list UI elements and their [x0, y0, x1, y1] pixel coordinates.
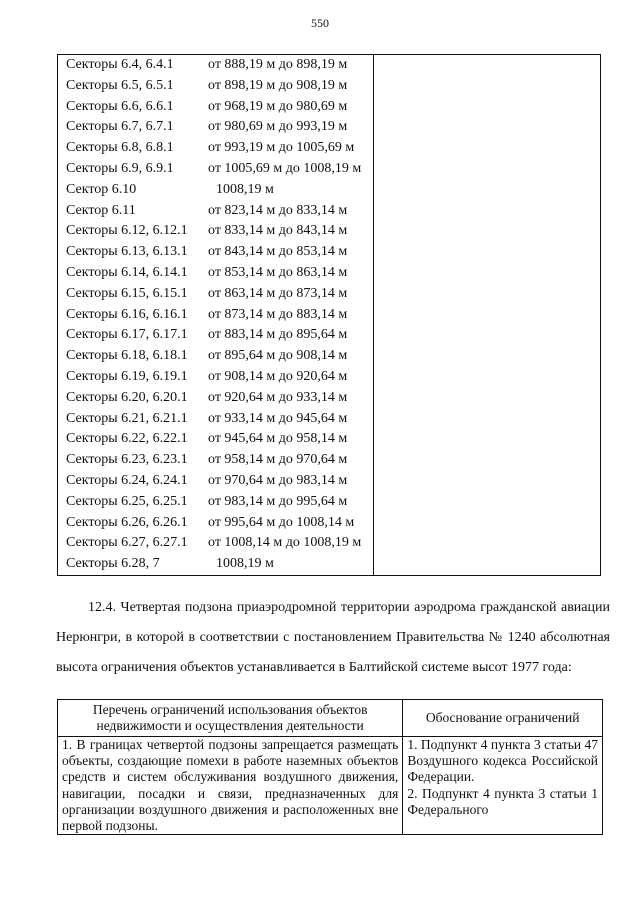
sector-row [58, 346, 601, 367]
sector-name: Секторы 6.24, 6.24.1 [66, 472, 188, 488]
sector-cell [58, 97, 374, 118]
sector-height-range: от 843,14 м до 853,14 м [208, 244, 348, 260]
restriction-text: 1. В границах четвертой подзоны запрещается размещать объекты, создающие помехи в работе наземных объектов средств и систем обслуживания воздушного движения, навигации, посадки и связи, предназначенных для организации воздушного движения и расположенных вне первой подзоны. [58, 737, 403, 835]
sector-height-range: от 933,14 м до 945,64 м [208, 410, 348, 426]
sector-name: Секторы 6.21, 6.21.1 [66, 410, 188, 426]
restrictions-table [57, 699, 603, 835]
sector-name: Секторы 6.19, 6.19.1 [66, 368, 188, 384]
sectors-table [57, 54, 601, 576]
sector-height-range: от 1008,14 м до 1008,19 м [208, 535, 362, 551]
sector-name: Секторы 6.18, 6.18.1 [66, 348, 188, 364]
sector-height-range: от 833,14 м до 843,14 м [208, 223, 348, 239]
sector-empty-cell [373, 97, 600, 118]
sector-height-range: от 883,14 м до 895,64 м [208, 327, 348, 343]
sector-empty-cell [373, 388, 600, 409]
sector-height-range: от 968,19 м до 980,69 м [208, 98, 348, 114]
sector-empty-cell [373, 55, 600, 76]
sector-empty-cell [373, 242, 600, 263]
sector-cell [58, 429, 374, 450]
sector-name: Секторы 6.20, 6.20.1 [66, 389, 188, 405]
sector-empty-cell [373, 263, 600, 284]
sector-height-range: от 980,69 м до 993,19 м [208, 119, 348, 135]
sector-cell [58, 201, 374, 222]
sector-name: Секторы 6.22, 6.22.1 [66, 431, 188, 447]
sector-row [58, 513, 601, 534]
sector-height-range: от 970,64 м до 983,14 м [208, 472, 348, 488]
restrictions-row [58, 737, 603, 835]
sector-name: Секторы 6.8, 6.8.1 [66, 140, 174, 156]
sector-row [58, 55, 601, 76]
sector-cell [58, 409, 374, 430]
sector-cell [58, 242, 374, 263]
sector-name: Сектор 6.10 [66, 181, 137, 197]
sector-cell [58, 388, 374, 409]
sector-cell [58, 284, 374, 305]
sector-name: Секторы 6.6, 6.6.1 [66, 98, 174, 114]
header-restrictions-list: Перечень ограничений использования объектов недвижимости и осуществления деятельности [58, 700, 403, 737]
sector-row [58, 554, 601, 575]
sector-row [58, 533, 601, 554]
sector-empty-cell [373, 346, 600, 367]
paragraph-12-4: 12.4. Четвертая подзона приаэродромной территории аэродрома гражданской авиации Нерюнгри, в которой в соответствии с постановлением Правительства № 1240 абсолютная высота ограничения объектов устанавливается в Балтийской системе высот 1977 года: [56, 600, 610, 675]
justification-item-1: 1. Подпункт 4 пункта 3 статьи 47 Воздушного кодекса Российской Федерации. [407, 737, 598, 785]
justification-item-2: 2. Подпункт 4 пункта 3 статьи 1 Федерального [407, 785, 598, 817]
sector-cell [58, 450, 374, 471]
page-number: 550 [311, 16, 329, 30]
sector-height-range: от 920,64 м до 933,14 м [208, 389, 348, 405]
sector-cell [58, 554, 374, 575]
sector-row [58, 138, 601, 159]
sector-empty-cell [373, 201, 600, 222]
sector-cell [58, 138, 374, 159]
sector-row [58, 180, 601, 201]
sector-cell [58, 55, 374, 76]
sector-row [58, 117, 601, 138]
sectors-table-body [58, 55, 601, 576]
sector-name: Секторы 6.28, 7 [66, 556, 160, 572]
sector-cell [58, 513, 374, 534]
sector-height-range: от 1005,69 м до 1008,19 м [208, 160, 362, 176]
sector-row [58, 159, 601, 180]
sector-height-range: от 995,64 м до 1008,14 м [208, 514, 355, 530]
sector-height-range: 1008,19 м [216, 556, 274, 572]
sector-row [58, 471, 601, 492]
sector-name: Секторы 6.25, 6.25.1 [66, 493, 188, 509]
sector-name: Секторы 6.16, 6.16.1 [66, 306, 188, 322]
sector-name: Секторы 6.26, 6.26.1 [66, 514, 188, 530]
sector-height-range: от 958,14 м до 970,64 м [208, 452, 348, 468]
sector-name: Секторы 6.12, 6.12.1 [66, 223, 188, 239]
sector-row [58, 492, 601, 513]
sector-height-range: от 863,14 м до 873,14 м [208, 285, 348, 301]
sector-cell [58, 180, 374, 201]
sector-empty-cell [373, 450, 600, 471]
sector-empty-cell [373, 159, 600, 180]
sector-empty-cell [373, 138, 600, 159]
sector-row [58, 450, 601, 471]
sector-row [58, 242, 601, 263]
sector-row [58, 201, 601, 222]
sector-height-range: 1008,19 м [216, 181, 274, 197]
sector-height-range: от 983,14 м до 995,64 м [208, 493, 348, 509]
sector-empty-cell [373, 471, 600, 492]
sector-empty-cell [373, 180, 600, 201]
sector-name: Секторы 6.14, 6.14.1 [66, 264, 188, 280]
sector-cell [58, 471, 374, 492]
sector-row [58, 76, 601, 97]
sector-empty-cell [373, 284, 600, 305]
sector-row [58, 367, 601, 388]
sector-height-range: от 873,14 м до 883,14 м [208, 306, 348, 322]
sector-name: Секторы 6.23, 6.23.1 [66, 452, 188, 468]
justification-cell [403, 737, 603, 835]
sector-name: Секторы 6.17, 6.17.1 [66, 327, 188, 343]
sector-name: Сектор 6.11 [66, 202, 136, 218]
sector-cell [58, 221, 374, 242]
sector-empty-cell [373, 367, 600, 388]
sector-height-range: от 898,19 м до 908,19 м [208, 77, 348, 93]
sector-cell [58, 117, 374, 138]
sector-cell [58, 263, 374, 284]
sector-name: Секторы 6.7, 6.7.1 [66, 119, 174, 135]
sector-row [58, 284, 601, 305]
sector-cell [58, 76, 374, 97]
sector-cell [58, 305, 374, 326]
sector-height-range: от 908,14 м до 920,64 м [208, 368, 348, 384]
sector-row [58, 97, 601, 118]
sector-height-range: от 853,14 м до 863,14 м [208, 264, 348, 280]
sector-empty-cell [373, 554, 600, 575]
sector-cell [58, 533, 374, 554]
sector-name: Секторы 6.9, 6.9.1 [66, 160, 174, 176]
sector-row [58, 429, 601, 450]
sector-row [58, 388, 601, 409]
sector-height-range: от 823,14 м до 833,14 м [208, 202, 348, 218]
sector-empty-cell [373, 305, 600, 326]
sector-row [58, 263, 601, 284]
sector-cell [58, 325, 374, 346]
sector-row [58, 305, 601, 326]
sector-empty-cell [373, 76, 600, 97]
sector-cell [58, 492, 374, 513]
sector-name: Секторы 6.13, 6.13.1 [66, 244, 188, 260]
restrictions-header-row [58, 700, 603, 737]
sector-height-range: от 945,64 м до 958,14 м [208, 431, 348, 447]
sector-name: Секторы 6.4, 6.4.1 [66, 57, 174, 72]
sector-name: Секторы 6.5, 6.5.1 [66, 77, 174, 93]
sector-empty-cell [373, 429, 600, 450]
sector-row [58, 325, 601, 346]
sector-empty-cell [373, 221, 600, 242]
sector-name: Секторы 6.27, 6.27.1 [66, 535, 188, 551]
sector-cell [58, 346, 374, 367]
sector-empty-cell [373, 492, 600, 513]
sector-empty-cell [373, 325, 600, 346]
sector-cell [58, 159, 374, 180]
sector-empty-cell [373, 513, 600, 534]
sector-height-range: от 888,19 м до 898,19 м [208, 57, 348, 72]
sector-row [58, 221, 601, 242]
sector-empty-cell [373, 117, 600, 138]
sector-height-range: от 895,64 м до 908,14 м [208, 348, 348, 364]
sector-height-range: от 993,19 м до 1005,69 м [208, 140, 355, 156]
sector-cell [58, 367, 374, 388]
sector-name: Секторы 6.15, 6.15.1 [66, 285, 188, 301]
sector-empty-cell [373, 409, 600, 430]
header-justification: Обоснование ограничений [403, 700, 603, 737]
sector-empty-cell [373, 533, 600, 554]
sector-row [58, 409, 601, 430]
